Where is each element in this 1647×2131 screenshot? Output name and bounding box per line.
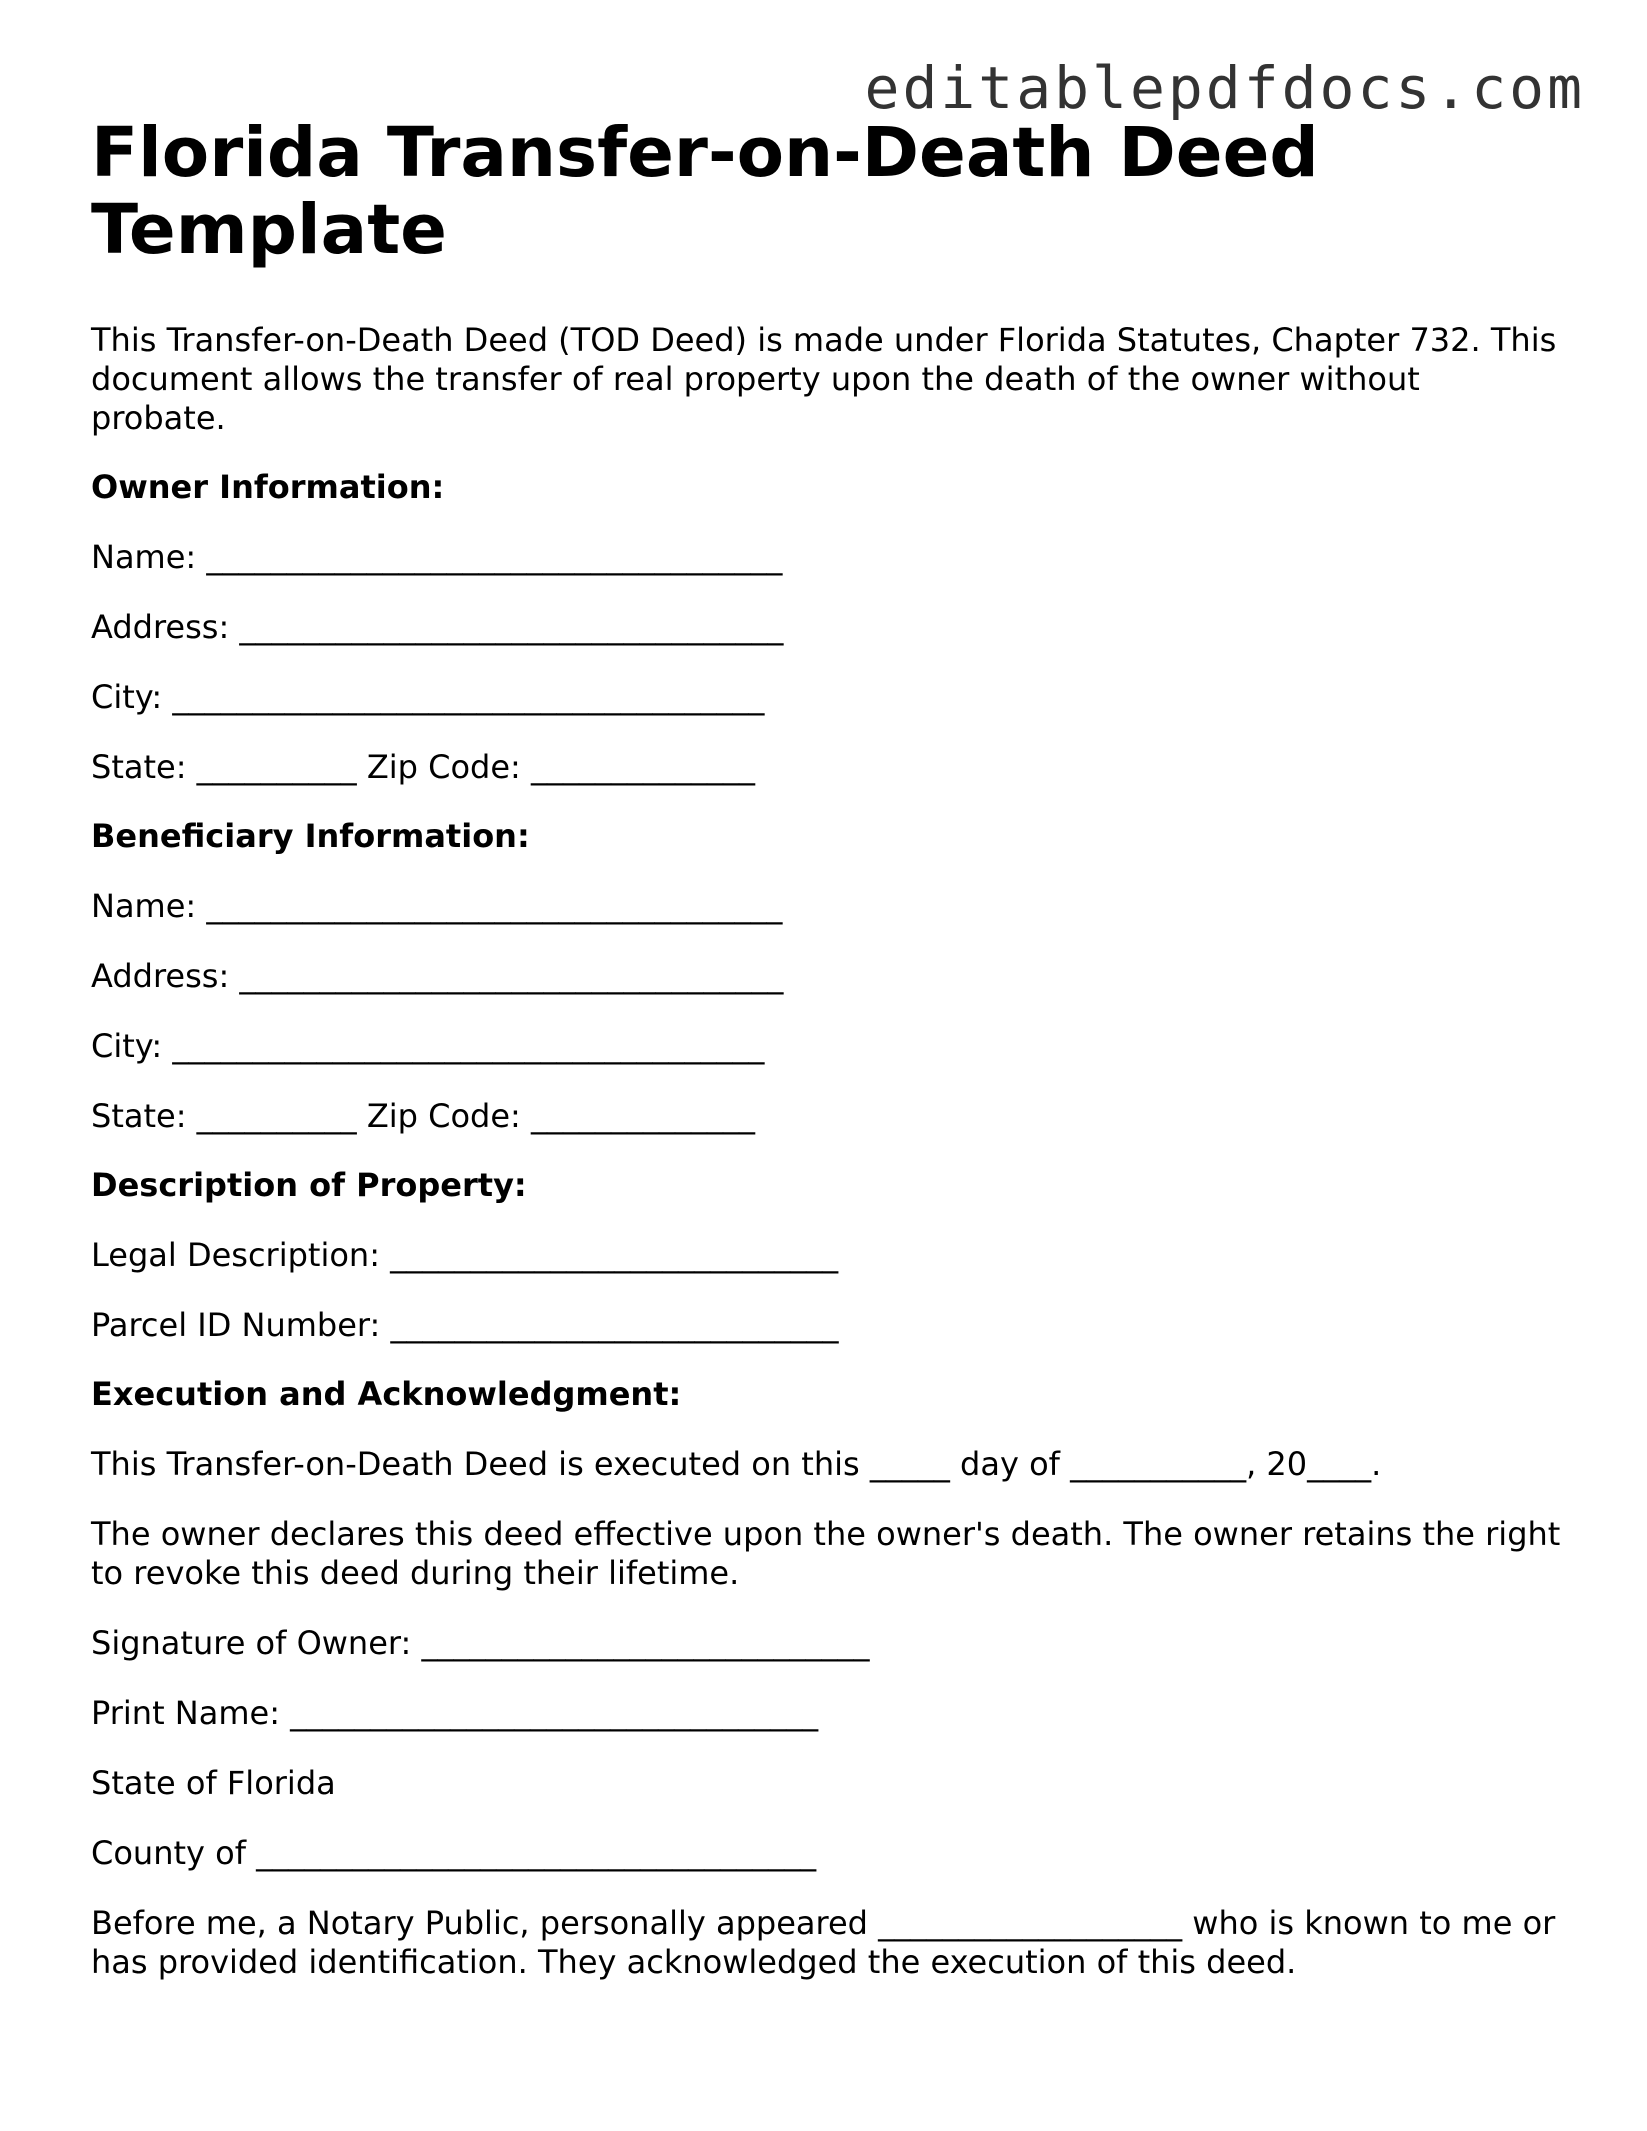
- print-name-field[interactable]: Print Name: _________________________________: [91, 1694, 819, 1732]
- beneficiary-name-field[interactable]: Name: ____________________________________: [91, 887, 783, 925]
- intro-paragraph: This Transfer-on-Death Deed (TOD Deed) is made under Florida Statutes, Chapter 732. This document allows the transfer of real property upon the death of the owner without probate.: [91, 321, 1557, 437]
- owner-signature-field[interactable]: Signature of Owner: ____________________________: [91, 1624, 870, 1662]
- document-body: [91, 115, 1561, 1982]
- owner-address-field[interactable]: Address: __________________________________: [91, 608, 784, 646]
- beneficiary-section-heading: Beneficiary Information:: [91, 817, 530, 855]
- beneficiary-address-field[interactable]: Address: __________________________________: [91, 957, 784, 995]
- execution-date-line[interactable]: This Transfer-on-Death Deed is executed on this _____ day of ___________, 20____.: [91, 1445, 1382, 1483]
- document-title: Florida Transfer-on-Death Deed Template: [91, 113, 1319, 270]
- property-section-heading: Description of Property:: [91, 1166, 527, 1204]
- owner-section-heading: Owner Information:: [91, 468, 445, 506]
- execution-section-heading: Execution and Acknowledgment:: [91, 1375, 682, 1413]
- beneficiary-city-field[interactable]: City: _____________________________________: [91, 1027, 765, 1065]
- watermark: editablepdfdocs.com: [864, 54, 1585, 122]
- parcel-id-field[interactable]: Parcel ID Number: ____________________________: [91, 1306, 839, 1344]
- legal-description-field[interactable]: Legal Description: ____________________________: [91, 1236, 839, 1274]
- declaration-paragraph: The owner declares this deed effective upon the owner's death. The owner retains the right to revoke this deed during their lifetime.: [91, 1515, 1561, 1592]
- owner-name-field[interactable]: Name: ____________________________________: [91, 538, 783, 576]
- owner-state-zip-field[interactable]: State: __________ Zip Code: ______________: [91, 748, 755, 786]
- owner-city-field[interactable]: City: _____________________________________: [91, 678, 765, 716]
- state-of-florida-label: State of Florida: [91, 1764, 336, 1802]
- notary-paragraph[interactable]: Before me, a Notary Public, personally appeared ___________________ who is known to me or has provided identification. They acknowledged the execution of this deed.: [91, 1904, 1556, 1981]
- county-field[interactable]: County of ___________________________________: [91, 1834, 817, 1872]
- beneficiary-state-zip-field[interactable]: State: __________ Zip Code: ______________: [91, 1097, 755, 1135]
